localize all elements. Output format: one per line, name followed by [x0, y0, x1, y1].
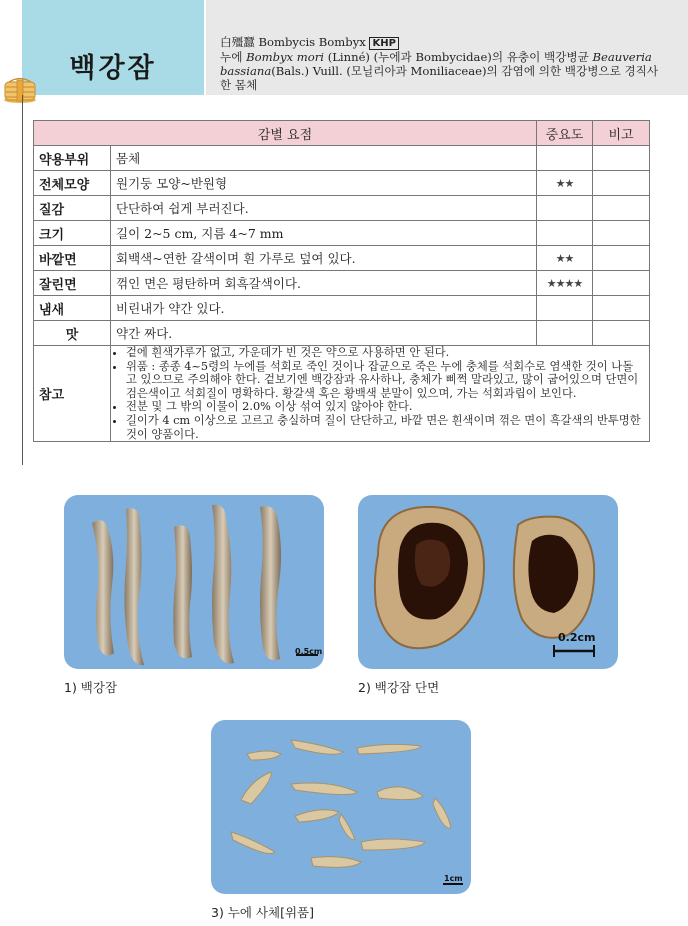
row-note: [593, 246, 650, 271]
row-value: 약간 짜다.: [111, 321, 537, 346]
khp-badge: KHP: [369, 37, 398, 50]
scientific-name-host: Bombyx mori: [246, 50, 325, 64]
importance-stars: [537, 221, 593, 246]
row-value: 몸체: [111, 146, 537, 171]
row-note: [593, 321, 650, 346]
header-importance: 중요도: [537, 121, 593, 146]
scale-label: 0.5cm: [295, 647, 323, 656]
name-latin: Bombycis Bombyx: [258, 35, 366, 49]
reference-label: 참고: [34, 346, 111, 442]
row-note: [593, 171, 650, 196]
row-value: 꺾인 면은 평탄하며 회흑갈색이다.: [111, 271, 537, 296]
table-row: [34, 196, 650, 221]
row-label: 약용부위: [34, 146, 111, 171]
importance-stars: ★★: [537, 171, 593, 196]
row-label: 바깥면: [34, 246, 111, 271]
table-row: [34, 221, 650, 246]
row-label: 맛: [34, 321, 111, 346]
row-label: 질감: [34, 196, 111, 221]
counterfeit-illustration: [211, 720, 471, 894]
row-value: 비린내가 약간 있다.: [111, 296, 537, 321]
header-key-points: 감별 요점: [34, 121, 537, 146]
reference-row: [34, 346, 650, 442]
row-note: [593, 196, 650, 221]
caption-figure-3: 3) 누에 사체[위품]: [211, 905, 314, 920]
importance-stars: [537, 296, 593, 321]
name-hanja: 白殭蠶: [220, 35, 255, 49]
header-description: [220, 35, 660, 92]
importance-stars: [537, 196, 593, 221]
photo-silkworm-counterfeit: [211, 720, 471, 894]
header-remarks: 비고: [593, 121, 650, 146]
reference-item: • 길이가 4 cm 이상으로 고르고 충실하며 질이 단단하고, 바깥 면은 흰색이며 꺾은 면이 흑갈색의 반투명한 것이 양품이다.: [126, 414, 644, 441]
reference-item: • 위품 : 종종 4~5령의 누에를 석회로 죽인 것이나 잡균으로 죽은 누에 충체를 석회수로 염색한 것이 나돌고 있으므로 주의해야 한다. 겉보기엔 백강잠과 유사하나, 충체가 삐쩍 말라있고, 많이 굽어있으며 단면이 검은색이고 석회질이 명확하다. 황갈색 혹은 황백색 분말이 있으며, 가는 석회과립이 보인다.: [126, 360, 644, 401]
identification-table: [33, 120, 650, 442]
row-note: [593, 221, 650, 246]
importance-stars: [537, 321, 593, 346]
row-value: 회백색~연한 갈색이며 흰 가루로 덮여 있다.: [111, 246, 537, 271]
photo-silkworm-whole: [64, 495, 324, 669]
margin-rule: [22, 95, 23, 465]
scientific-name-fungus: Beauveria bassiana: [220, 50, 652, 78]
title-box: [22, 0, 204, 95]
row-note: [593, 296, 650, 321]
caption-figure-1: 1) 백강잠: [64, 680, 118, 695]
caption-figure-2: 2) 백강잠 단면: [358, 680, 440, 695]
photo-silkworm-section: [358, 495, 618, 669]
specimen-illustration: [64, 495, 324, 669]
reference-item: • 겉에 흰색가루가 없고, 가운데가 빈 것은 약으로 사용하면 안 된다.: [126, 346, 644, 360]
row-value: 길이 2~5 cm, 지름 4~7 mm: [111, 221, 537, 246]
header-name-line: [220, 35, 660, 50]
importance-stars: [537, 146, 593, 171]
row-value: 원기둥 모양~반원형: [111, 171, 537, 196]
table-row: [34, 246, 650, 271]
table-row: [34, 146, 650, 171]
row-label: 전체모양: [34, 171, 111, 196]
reference-notes: [111, 346, 650, 442]
row-label: 냄새: [34, 296, 111, 321]
importance-stars: ★★: [537, 246, 593, 271]
scale-label: 1cm: [444, 874, 463, 883]
scale-label: 0.2cm: [558, 631, 596, 644]
table-row: [34, 296, 650, 321]
table-row: [34, 321, 650, 346]
table-row: [34, 271, 650, 296]
origin-description: 누에 Bombyx mori (Linné) (누에과 Bombycidae)의 유충이 백강병균 Beauveria bassiana(Bals.) Vuill. (모닐리아과 Moniliaceae)의 감염에 의한 백강병으로 경직사한 몸체: [220, 50, 659, 92]
table-row: [34, 171, 650, 196]
herb-bundle-icon: [1, 73, 39, 105]
page-title: 백강잠: [69, 53, 157, 84]
table-header-row: [34, 121, 650, 146]
row-note: [593, 146, 650, 171]
row-value: 단단하여 쉽게 부러진다.: [111, 196, 537, 221]
row-note: [593, 271, 650, 296]
row-label: 크기: [34, 221, 111, 246]
row-label: 잘린면: [34, 271, 111, 296]
reference-item: • 전분 및 그 밖의 이물이 2.0% 이상 섞여 있지 않아야 한다.: [126, 400, 644, 414]
importance-stars: ★★★★: [537, 271, 593, 296]
